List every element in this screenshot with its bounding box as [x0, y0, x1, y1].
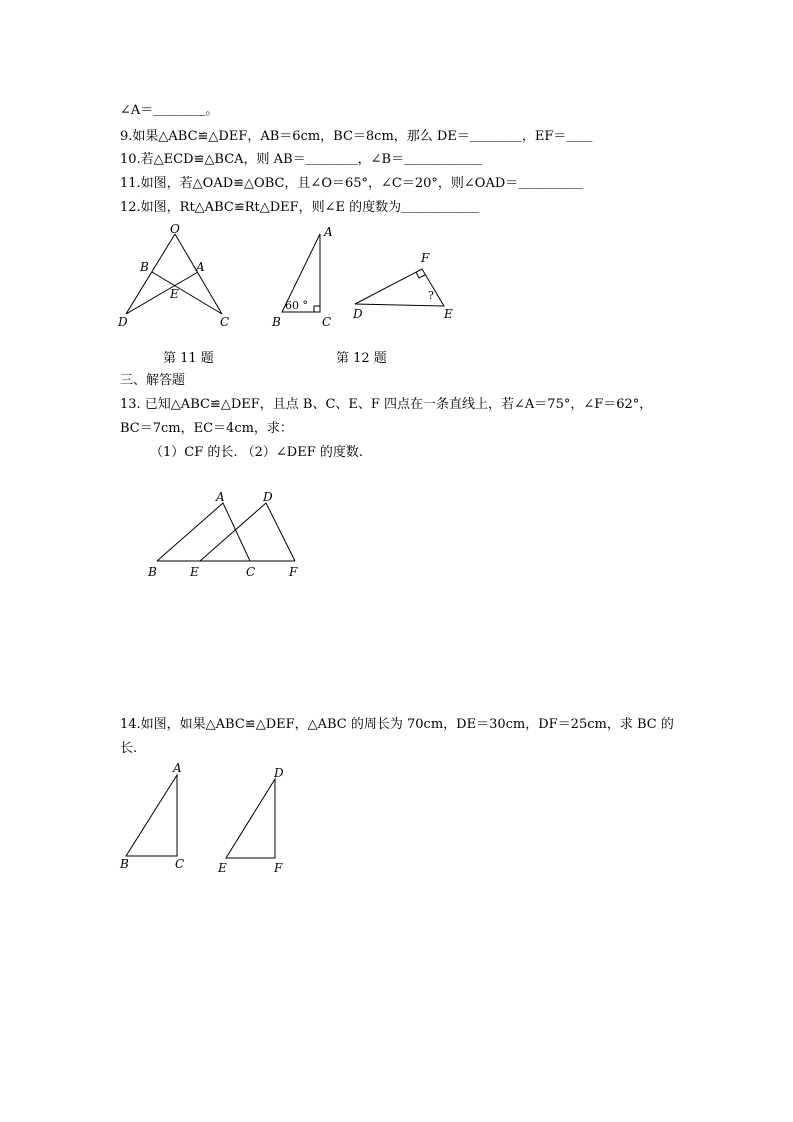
label-o: O — [170, 222, 180, 236]
figure-14-triangle-abc — [115, 758, 195, 873]
question-10: 10.若△ECD≌△BCA，则 AB＝＿＿＿＿，∠B＝＿＿＿＿＿＿ — [120, 152, 483, 167]
label-c: C — [220, 315, 230, 329]
label-b: B — [120, 857, 129, 871]
triangle-def — [226, 779, 275, 858]
label-a: A — [196, 260, 205, 274]
label-d: D — [118, 315, 128, 329]
label-e: E — [444, 307, 453, 321]
caption-figure-12: 第 12 题 — [336, 351, 387, 366]
triangle-abc — [126, 775, 177, 856]
label-f: F — [421, 251, 430, 265]
question-14-line-2: 长. — [120, 741, 138, 756]
right-angle-mark-f — [416, 272, 425, 278]
question-11: 11.如图，若△OAD≌△OBC，且∠O＝65°，∠C＝20°，则∠OAD＝＿＿＿＿＿ — [120, 176, 584, 191]
label-d: D — [353, 307, 363, 321]
question-13-line-1: 13. 已知△ABC≌△DEF，且点 B、C、E、F 四点在一条直线上，若∠A＝75°，∠F＝62°， — [120, 397, 653, 412]
figure-12-triangle-abc — [270, 222, 340, 332]
question-14-line-1: 14.如图，如果△ABC≌△DEF，△ABC 的周长为 70cm，DE＝30cm，DF＝25cm，求 BC 的 — [120, 717, 674, 732]
label-a: A — [324, 225, 333, 239]
caption-figure-11: 第 11 题 — [163, 351, 214, 366]
section-heading-3: 三、解答题 — [120, 373, 186, 388]
label-d: D — [263, 490, 273, 504]
question-12: 12.如图，Rt△ABC≌Rt△DEF，则∠E 的度数为＿＿＿＿＿＿ — [120, 200, 480, 215]
label-b: B — [272, 315, 281, 329]
segment-od — [126, 234, 175, 314]
label-c: C — [175, 857, 185, 871]
label-c: C — [246, 565, 256, 579]
label-a: A — [216, 490, 225, 504]
triangle-def — [200, 503, 295, 561]
figure-13 — [140, 485, 310, 585]
question-13-line-2: BC＝7cm，EC＝4cm，求： — [120, 421, 293, 436]
label-question-mark: ? — [428, 289, 434, 302]
label-f: F — [289, 565, 298, 579]
triangle-abc — [157, 503, 250, 561]
label-60-degrees: 60 ° — [285, 299, 308, 312]
question-9: 9.如果△ABC≌△DEF，AB＝6cm，BC＝8cm，那么 DE＝＿＿＿＿，EF＝＿＿ — [120, 129, 593, 144]
label-f: F — [274, 861, 283, 875]
label-d: D — [274, 766, 284, 780]
right-angle-mark-c — [314, 306, 320, 312]
label-e: E — [190, 565, 199, 579]
label-b: B — [140, 260, 149, 274]
question-13-subquestions: （1）CF 的长. （2）∠DEF 的度数. — [150, 445, 363, 460]
label-b: B — [148, 565, 157, 579]
label-a: A — [173, 761, 182, 775]
figure-12-triangle-def — [345, 248, 460, 323]
label-c: C — [322, 315, 332, 329]
label-e: E — [170, 287, 179, 301]
answer-line-angle-a: ∠A＝＿＿＿＿。 — [120, 103, 219, 118]
figure-14-triangle-def — [212, 762, 302, 877]
label-e: E — [218, 861, 227, 875]
segment-oc — [175, 234, 222, 314]
figure-11 — [110, 220, 250, 335]
